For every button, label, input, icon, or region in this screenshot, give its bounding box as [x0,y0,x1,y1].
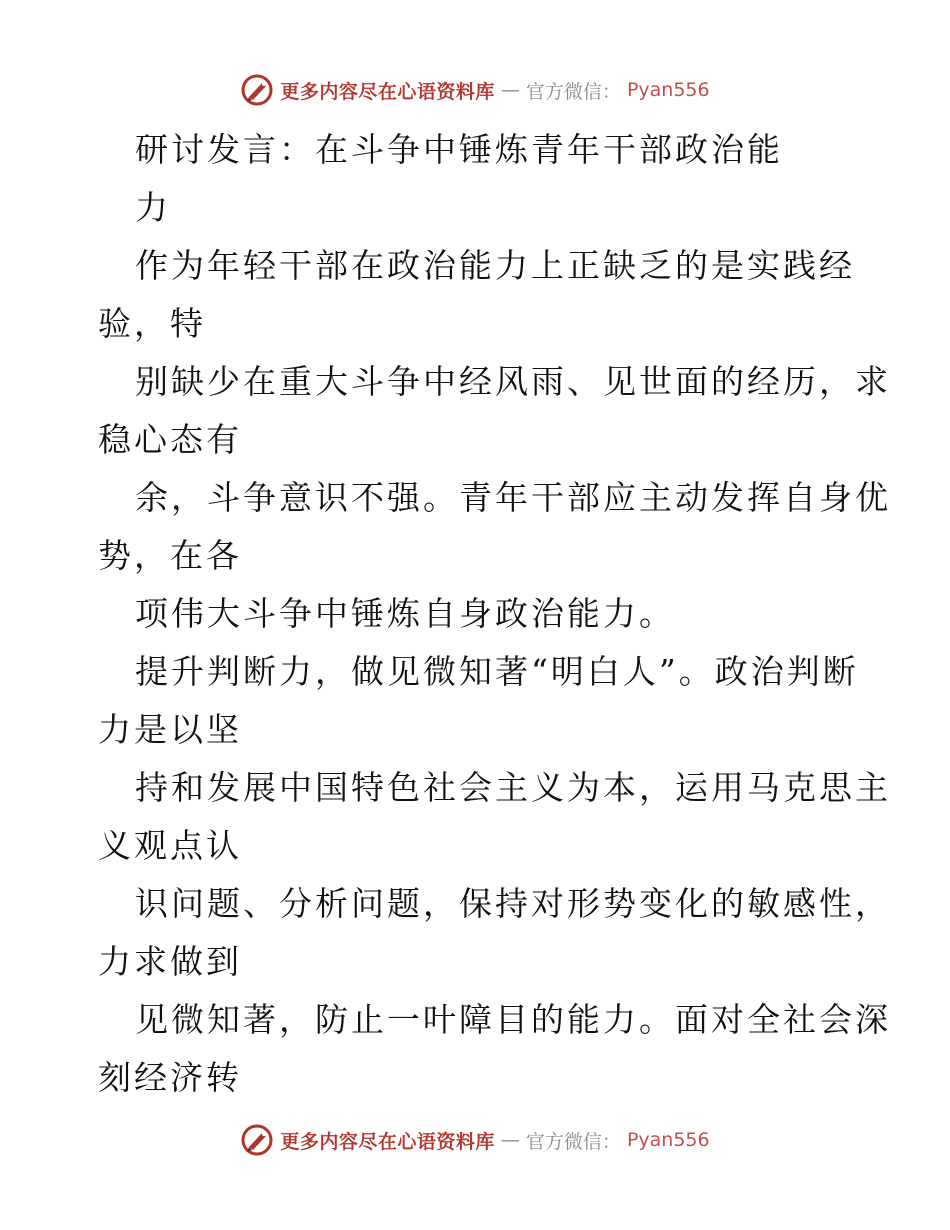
paragraph-line: 提升判断力，做见微知著“明白人”。政治判断 [135,652,859,691]
paragraph-line: 见微知著，防止一叶障目的能力。面对全社会深 [135,1000,891,1039]
header-wechat-id: Pyan556 [626,79,710,101]
paragraph-line: 力是以坚 [98,710,242,749]
document-title-line-1: 研讨发言：在斗争中锤炼青年干部政治能 [135,130,783,169]
footer-brand: 更多内容尽在心语资料库 [280,1130,495,1153]
footer-watermark [0,1120,950,1160]
paragraph-line: 作为年轻干部在政治能力上正缺乏的是实践经 [135,246,855,285]
header-brand: 更多内容尽在心语资料库 [280,80,495,103]
footer-dash: — [500,1129,520,1151]
paragraph-line: 别缺少在重大斗争中经风雨、见世面的经历，求 [135,362,891,401]
paragraph-line: 义观点认 [98,826,242,865]
paragraph-line: 验，特 [98,304,206,343]
paragraph-line: 余，斗争意识不强。青年干部应主动发挥自身优 [135,478,891,517]
paragraph-line: 稳心态有 [98,420,242,459]
footer-wechat-id: Pyan556 [626,1129,710,1151]
header-watermark [0,70,950,110]
paragraph-line: 势，在各 [98,536,242,575]
paragraph-line: 刻经济转 [98,1058,242,1097]
paragraph-line: 持和发展中国特色社会主义为本，运用马克思主 [135,768,891,807]
header-dash: — [500,79,520,101]
footer-wechat-label: 官方微信： [525,1130,621,1153]
header-wechat-label: 官方微信： [525,80,621,103]
document-title-line-2: 力 [135,188,171,227]
paragraph-line: 力求做到 [98,942,242,981]
pen-logo-icon [240,73,274,107]
paragraph-line: 识问题、分析问题，保持对形势变化的敏感性， [135,884,891,923]
pen-logo-icon [240,1123,274,1157]
paragraph-line: 项伟大斗争中锤炼自身政治能力。 [135,594,675,633]
